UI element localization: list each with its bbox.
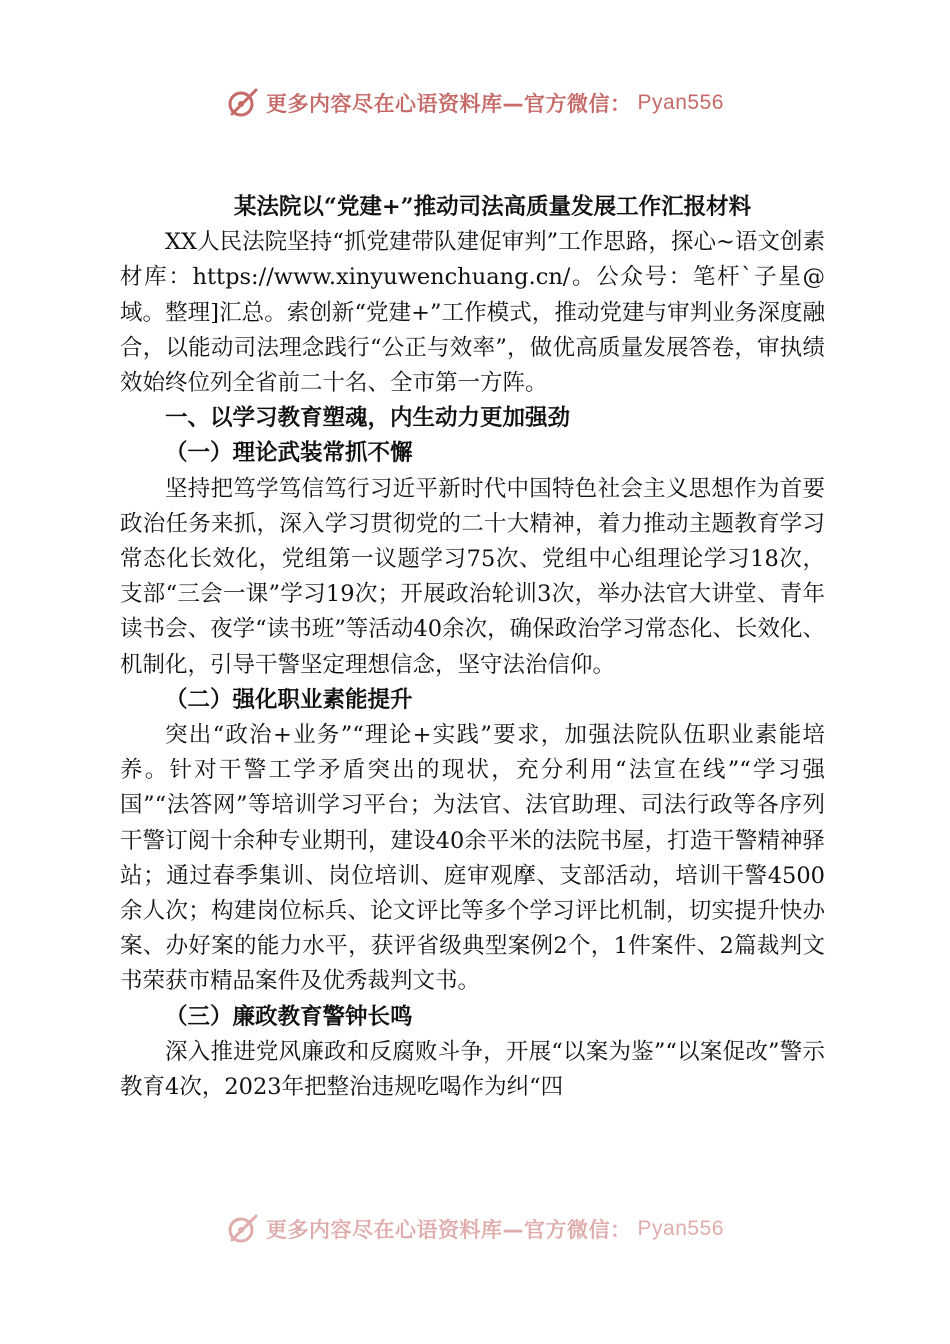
watermark-banner-bottom [0, 1212, 950, 1246]
subsection-paragraph-2: 突出“政治+业务”“理论+实践”要求，加强法院队伍职业素能培养。针对干警工学矛盾突出的现状，充分利用“法宣在线”“学习强国”“法答网”等培训学习平台；为法官、法官助理、司法行政等各序列干警订阅十余种专业期刊，建设40余平米的法院书屋，打造干警精神驿站；通过春季集训、岗位培训、庭审观摩、支部活动，培训干警4500余人次；构建岗位标兵、论文评比等多个学习评比机制，切实提升快办案、办好案的能力水平，获评省级典型案例2个，1件案件、2篇裁判文书荣获市精品案件及优秀裁判文书。 [120, 722, 825, 995]
document-title: 某法院以“党建+”推动司法高质量发展工作汇报材料 [233, 194, 752, 220]
section-heading-1: 一、以学习教育塑魂，内生动力更加强劲 [165, 405, 571, 432]
document-body [120, 190, 825, 1105]
watermark-text: 更多内容尽在心语资料库—官方微信： [266, 92, 632, 116]
subsection-paragraph-1: 坚持把笃学笃信笃行习近平新时代中国特色社会主义思想作为首要政治任务来抓，深入学习贯彻党的二十大精神，着力推动主题教育学习常态化长效化，党组第一议题学习75次、党组中心组理论学习18次，支部“三会一课”学习19次；开展政治轮训3次，举办法官大讲堂、青年读书会、夜学“读书班”等活动40余次，确保政治学习常态化、长效化、机制化，引导干警坚定理想信念，坚守法治信仰。 [120, 475, 825, 678]
subsection-heading-3: （三）廉政教育警钟长鸣 [165, 1003, 413, 1030]
intro-paragraph: XX人民法院坚持“抓党建带队建促审判”工作思路，探心~语文创素材库：https://www.xinyuwenchuang.cn/。公众号：笔杆`子星@域。整理]汇总。索创新“党建+”工作模式，推动党建与审判业务深度融合，以能动司法理念践行“公正与效率”，做优高质量发展答卷，审执绩效始终位列全省前二十名、全市第一方阵。 [120, 229, 825, 397]
subsection-paragraph-3: 深入推进党风廉政和反腐败斗争，开展“以案为鉴”“以案促改”警示教育4次，2023年把整治违规吃喝作为纠“四 [120, 1038, 825, 1101]
watermark-wechat-id: Pyan556 [637, 1217, 724, 1240]
brush-logo-icon [226, 86, 260, 120]
subsection-heading-1: （一）理论武装常抓不懈 [165, 440, 413, 467]
brush-logo-icon [226, 1212, 260, 1246]
watermark-banner-top [0, 86, 950, 120]
subsection-heading-2: （二）强化职业素能提升 [165, 686, 413, 713]
watermark-text: 更多内容尽在心语资料库—官方微信： [266, 1218, 632, 1242]
watermark-wechat-id: Pyan556 [637, 91, 724, 114]
